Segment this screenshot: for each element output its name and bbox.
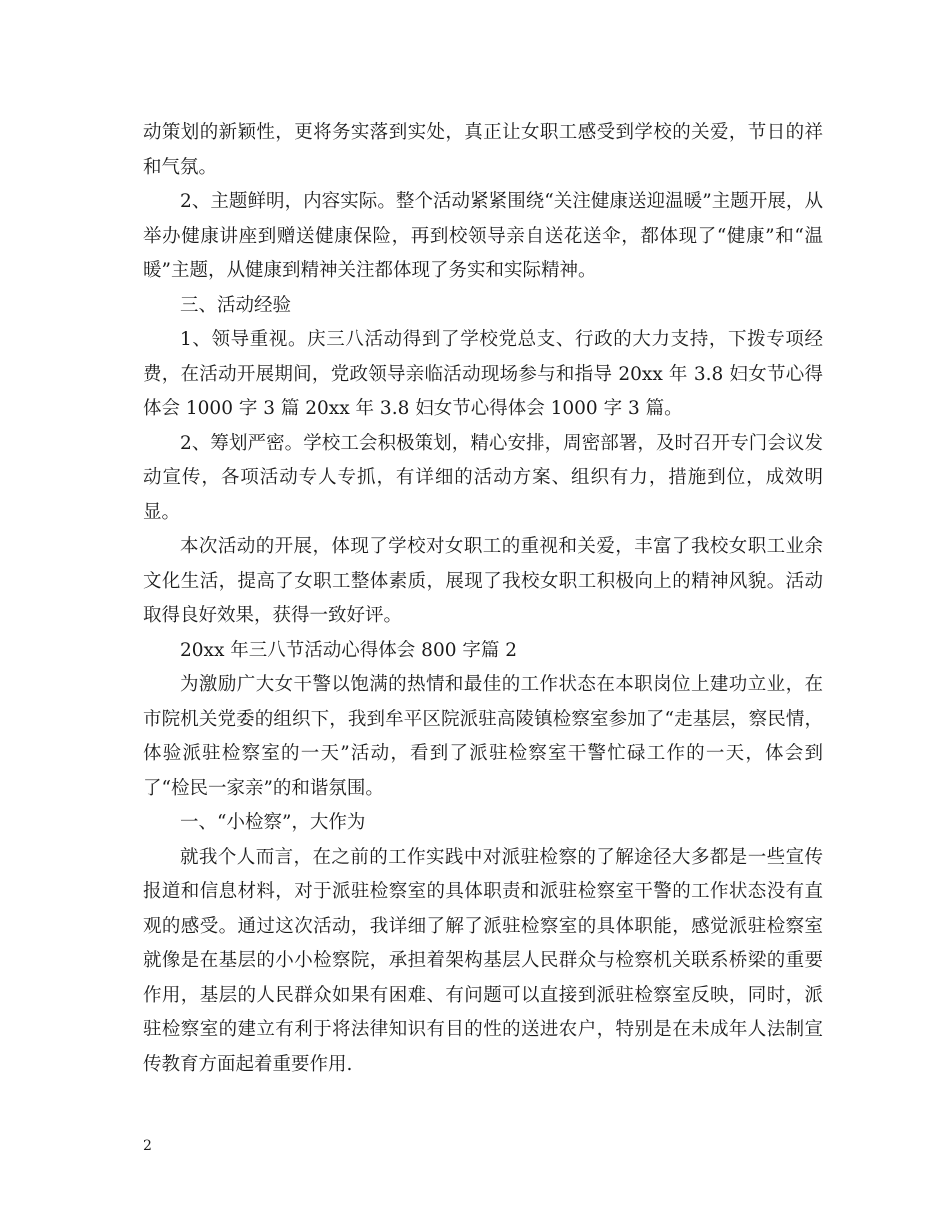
article-title: 20xx 年三八节活动心得体会 800 字篇 2 [180, 639, 518, 661]
paragraph: 就我个人而言，在之前的工作实践中对派驻检察的了解途径大多都是一些宣传报道和信息材料，对于派驻检察室的具体职责和派驻检察室干警的工作状态没有直观的感受。通过这次活动，我详细了解了派驻检察室的具体职能，感觉派驻检察室就像是在基层的小小检察院，承担着架构基层人民群众与检察机关联系桥梁的重要作用，基层的人民群众如果有困难、有问题可以直接到派驻检察室反映，同时，派驻检察室的建立有利于将法律知识有目的性的送进农户，特别是在未成年人法制宣传教育方面起着重要作用. [143, 846, 823, 1075]
paragraph: 1、领导重视。庆三八活动得到了学校党总支、行政的大力支持，下拨专项经费，在活动开展期间，党政领导亲临活动现场参与和指导 20xx 年 3.8 妇女节心得体会 1000 字 3 篇 20xx 年 3.8 妇女节心得体会 1000 字 3 篇。 [143, 329, 823, 419]
paragraph: 动策划的新颖性，更将务实落到实处，真正让女职工感受到学校的关爱，节日的祥和气氛。 [143, 122, 823, 178]
section-heading: 一、“小检察”，大作为 [180, 812, 366, 833]
paragraph: 为激励广大女干警以饱满的热情和最佳的工作状态在本职岗位上建功立业，在市院机关党委的组织下，我到牟平区院派驻高陵镇检察室参加了“走基层，察民情，体验派驻检察室的一天”活动，看到了派驻检察室干警忙碌工作的一天，体会到了“检民一家亲”的和谐氛围。 [143, 674, 823, 799]
paragraph: 2、筹划严密。学校工会积极策划，精心安排，周密部署，及时召开专门会议发动宣传，各项活动专人专抓，有详细的活动方案、组织有力，措施到位，成效明显。 [143, 432, 823, 523]
paragraph: 本次活动的开展，体现了学校对女职工的重视和关爱，丰富了我校女职工业余文化生活，提高了女职工整体素质，展现了我校女职工积极向上的精神风貌。活动取得良好效果，获得一致好评。 [143, 536, 823, 626]
section-heading: 三、活动经验 [180, 294, 292, 316]
document-body [143, 116, 823, 1082]
paragraph: 2、主题鲜明，内容实际。整个活动紧紧围绕“关注健康送迎温暖”主题开展，从举办健康讲座到赠送健康保险，再到校领导亲自送花送伞，都体现了“健康”和“温暖”主题，从健康到精神关注都体现了务实和实际精神。 [143, 191, 823, 281]
page-number: 2 [143, 1138, 152, 1154]
